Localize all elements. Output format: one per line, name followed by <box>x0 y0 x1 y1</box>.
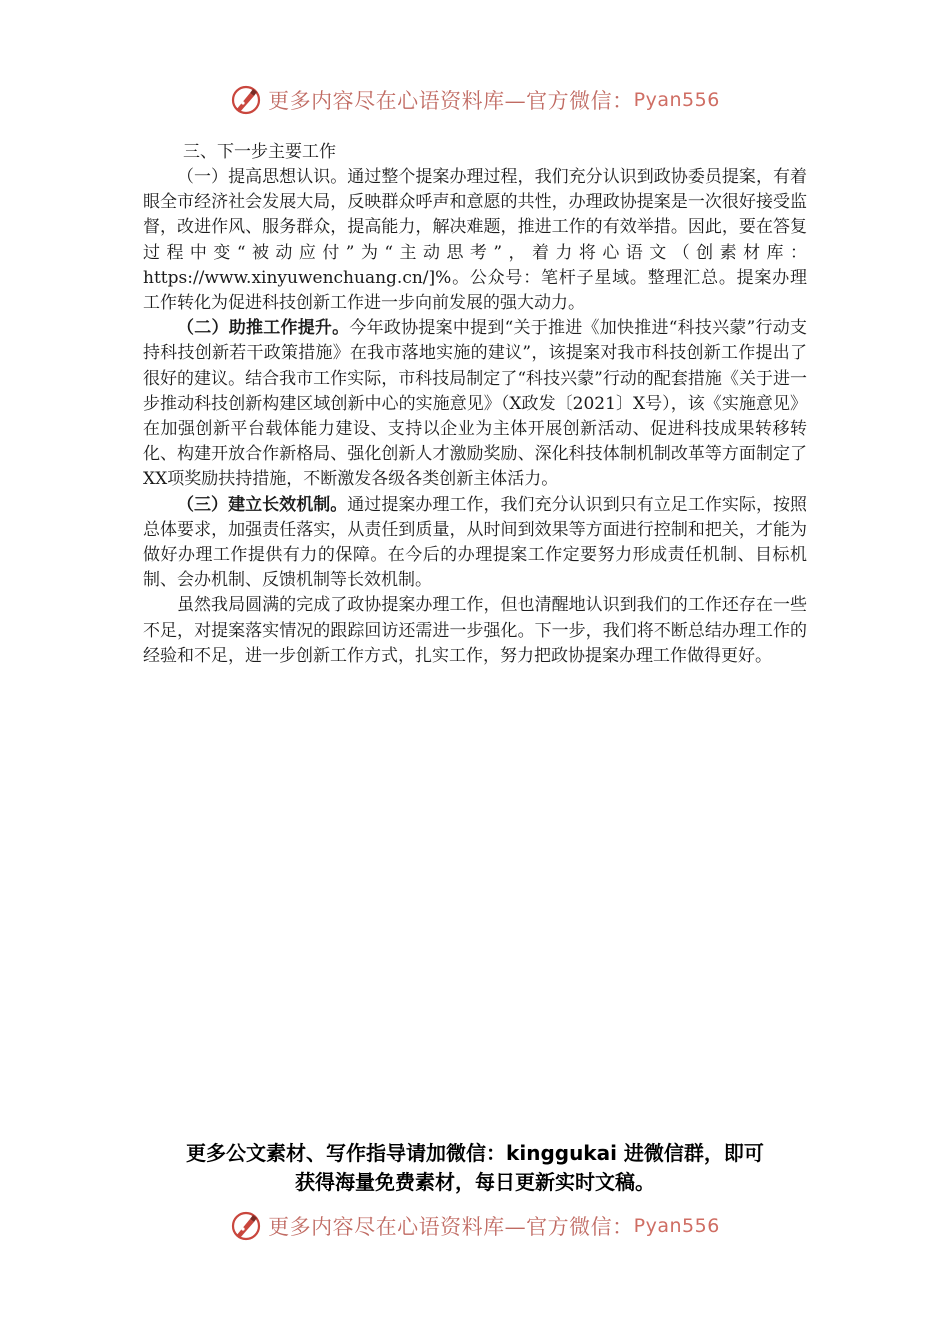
watermark-text: 更多内容尽在心语资料库—官方微信： <box>268 89 634 113</box>
bottom-watermark <box>0 1210 950 1242</box>
section-heading: 三、下一步主要工作 <box>183 142 336 162</box>
paragraph-lead: （二）助推工作提升。 <box>177 318 350 339</box>
paragraph-text: 通过提案办理工作，我们充分认识到只有立足工作实际，按照总体要求，加强责任落实，从责任到质量，从时间到效果等方面进行控制和把关，才能为做好办理工作提供有力的保障。在今后的办理提案工作定要努力形成责任机制、目标机制、会办机制、反馈机制等长效机制。 <box>143 494 808 591</box>
top-watermark <box>0 84 950 116</box>
pen-nib-logo-icon <box>230 84 262 116</box>
watermark-wechat-id: Pyan556 <box>633 1215 720 1237</box>
promo-line-2: 获得海量免费素材，每日更新实时文稿。 <box>295 1170 655 1194</box>
paragraph-2 <box>143 316 807 492</box>
paragraph-1 <box>143 165 807 316</box>
promo-notice <box>0 1139 950 1197</box>
pen-nib-logo-icon <box>230 1210 262 1242</box>
watermark-wechat-id: Pyan556 <box>633 89 720 111</box>
paragraph-text: （一）提高思想认识。通过整个提案办理过程，我们充分认识到政协委员提案，有着眼全市经济社会发展大局，反映群众呼声和意愿的共性，办理政协提案是一次很好接受监督，改进作风、服务群众，提高能力，解决难题，推进工作的有效举措。因此，要在答复过程中变“被动应付”为“主动思考”，着力将心语文（创素材库：https://www.xinyuwenchuang.cn/]%。公众号：笔杆子星域。整理汇总。提案办理工作转化为促进科技创新工作进一步向前发展的强大动力。 <box>143 167 807 314</box>
paragraph-3 <box>143 493 807 594</box>
paragraph-text: 虽然我局圆满的完成了政协提案办理工作，但也清醒地认识到我们的工作还存在一些不足，对提案落实情况的跟踪回访还需进一步强化。下一步，我们将不断总结办理工作的经验和不足，进一步创新工作方式，扎实工作，努力把政协提案办理工作做得更好。 <box>143 595 807 666</box>
promo-line-1: 更多公文素材、写作指导请加微信：kinggukai 进微信群，即可 <box>186 1141 764 1165</box>
paragraph-text: 今年政协提案中提到“关于推进《加快推进“科技兴蒙”行动支持科技创新若干政策措施》在我市落地实施的建议”，该提案对我市科技创新工作提出了很好的建议。结合我市工作实际，市科技局制定了“科技兴蒙”行动的配套措施《关于进一步推动科技创新构建区域创新中心的实施意见》（X政发〔2021〕X号），该《实施意见》在加强创新平台载体能力建设、支持以企业为主体开展创新活动、促进科技成果转移转化、构建开放合作新格局、强化创新人才激励奖励、深化科技体制机制改革等方面制定了XX项奖励扶持措施，不断激发各级各类创新主体活力。 <box>143 318 808 490</box>
watermark-text: 更多内容尽在心语资料库—官方微信： <box>268 1215 634 1239</box>
document-body <box>143 140 807 669</box>
paragraph-4 <box>143 593 807 669</box>
paragraph-lead: （三）建立长效机制。 <box>177 494 348 515</box>
